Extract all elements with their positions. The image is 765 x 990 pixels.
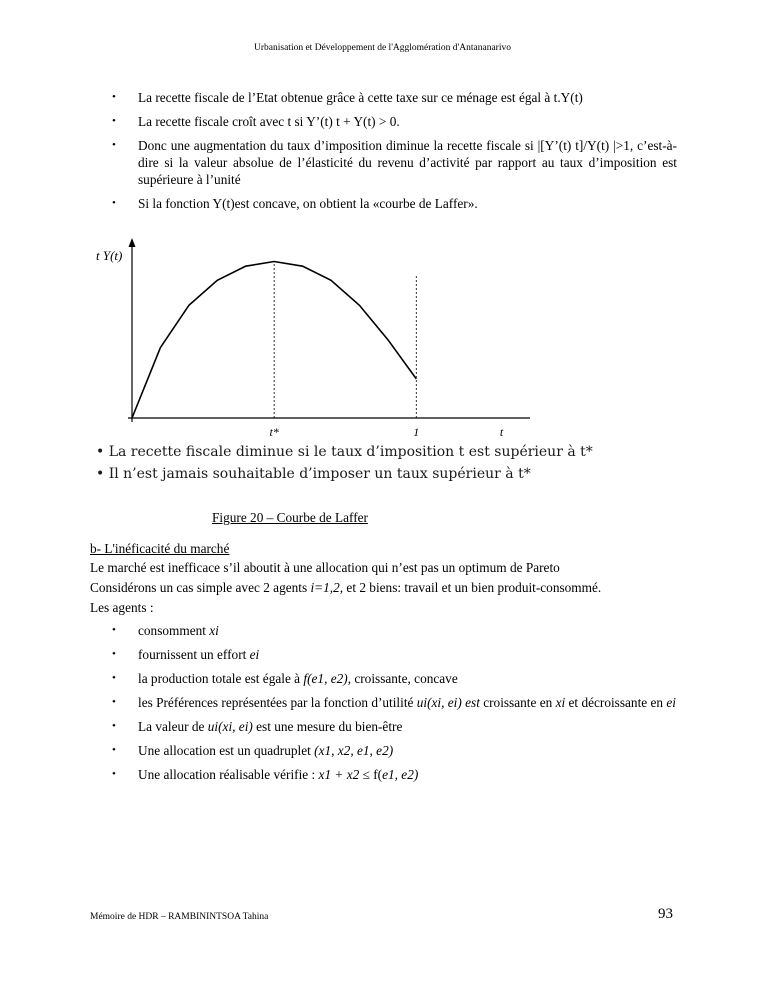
footer-author: Mémoire de HDR – RAMBININTSOA Tahina	[90, 912, 269, 922]
bullet-icon: •	[112, 139, 116, 151]
page-number: 93	[658, 906, 673, 922]
bullet-icon: •	[112, 648, 116, 660]
bullet-icon: •	[112, 672, 116, 684]
list-item: • La valeur de ui(xi, ei) est une mesure du bien-être	[112, 719, 403, 734]
list-item: • La recette fiscale de l’Etat obtenue grâce à cette taxe sur ce ménage est égal à t.Y(t)	[112, 90, 583, 105]
list-item: • la production totale est égale à f(e1, e2), croissante, concave	[112, 671, 458, 686]
list-item: • Une allocation réalisable vérifie : x1 + x2 ≤ f(e1, e2)	[112, 767, 419, 782]
tick-label-t: t	[499, 425, 504, 439]
list-item: • consomment xi	[112, 623, 219, 638]
section-title: b- L'inéficacité du marché	[90, 541, 230, 556]
paragraph: Le marché est inefficace s’il aboutit à une allocation qui n’est pas un optimum de Pareto	[90, 560, 560, 575]
list-item: • Donc une augmentation du taux d’imposition diminue la recette fiscale si |[Y’(t) t]/Y(t) |>1, c’est-à-dire si la valeur absolue de l’élasticité du revenu d’activité par rapport au taux d’imposition est supérieure à l’unité	[112, 138, 677, 187]
bullet-icon: •	[112, 197, 116, 209]
laffer-figure	[90, 232, 593, 490]
bullet-icon: •	[112, 624, 116, 636]
tick-label-one: 1	[413, 425, 420, 439]
bullet-icon: •	[112, 768, 116, 780]
list-item: • Une allocation est un quadruplet (x1, x2, e1, e2)	[112, 743, 394, 758]
page-header: Urbanisation et Développement de l'Agglomération d'Antananarivo	[254, 43, 511, 53]
bullet-icon: •	[112, 720, 116, 732]
bullet-icon: •	[112, 696, 116, 708]
list-item: • Si la fonction Y(t)est concave, on obtient la «courbe de Laffer».	[112, 196, 478, 211]
tick-label-tstar: t*	[269, 425, 279, 439]
bullet-icon: •	[112, 91, 116, 103]
figure-note-1: • La recette fiscale diminue si le taux d’imposition t est supérieur à t*	[96, 444, 593, 460]
y-axis-label: t Y(t)	[96, 248, 123, 263]
figure-note-2: • Il n’est jamais souhaitable d’imposer un taux supérieur à t*	[96, 466, 531, 482]
paragraph: Considérons un cas simple avec 2 agents i=1,2, et 2 biens: travail et un bien produit-consommé.	[90, 580, 602, 595]
paragraph: Les agents :	[90, 600, 154, 615]
figure-caption: Figure 20 – Courbe de Laffer	[212, 510, 368, 525]
bullet-list-taxation	[112, 89, 677, 219]
list-item: • La recette fiscale croît avec t si Y’(t) t + Y(t) > 0.	[112, 114, 400, 129]
y-axis-arrow	[129, 238, 136, 247]
list-item: • fournissent un effort ei	[112, 647, 260, 662]
laffer-chart	[90, 232, 590, 442]
bullet-icon: •	[112, 115, 116, 127]
bullet-list-agents	[112, 622, 677, 790]
list-item: • les Préférences représentées par la fonction d’utilité ui(xi, ei) est croissante en xi et décroissante en ei	[112, 695, 676, 710]
bullet-icon: •	[112, 744, 116, 756]
